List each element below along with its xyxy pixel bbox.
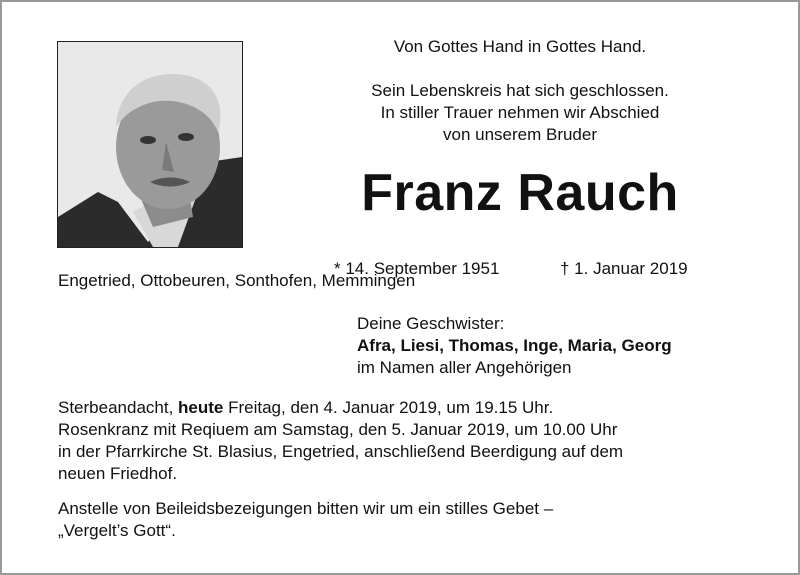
family-names: Afra, Liesi, Thomas, Inge, Maria, Georg — [357, 336, 672, 355]
family-heading: Deine Geschwister: — [357, 314, 505, 333]
portrait-image — [58, 42, 242, 247]
closing-line: Anstelle von Beileidsbezeigungen bitten wir um ein stilles Gebet – — [58, 499, 554, 518]
family-block — [357, 313, 672, 379]
intro-line: Sein Lebenskreis hat sich geschlossen. — [371, 81, 669, 100]
service-text: Sterbeandacht, — [58, 398, 179, 417]
death-date: † 1. Januar 2019 — [560, 259, 688, 278]
intro-line: von unserem Bruder — [442, 125, 598, 144]
service-line: Rosenkranz mit Reqiuem am Samstag, den 5. Januar 2019, um 10.00 Uhr — [58, 420, 618, 439]
service-info — [58, 397, 758, 485]
intro-text — [320, 80, 720, 146]
service-emphasis: heute — [178, 398, 224, 417]
places: Engetried, Ottobeuren, Sonthofen, Memmingen — [58, 271, 416, 290]
deceased-name: Franz Rauch — [361, 164, 679, 222]
closing-line: „Vergelt’s Gott“. — [58, 521, 176, 540]
motto: Von Gottes Hand in Gottes Hand. — [393, 37, 647, 56]
service-line: in der Pfarrkirche St. Blasius, Engetried, anschließend Beerdigung auf dem — [58, 442, 624, 461]
intro-line: In stiller Trauer nehmen wir Abschied — [380, 103, 660, 122]
service-text: Freitag, den 4. Januar 2019, um 19.15 Uhr. — [223, 398, 554, 417]
closing-text — [58, 498, 758, 542]
service-line: neuen Friedhof. — [58, 464, 178, 483]
birth-date: * 14. September 1951 — [334, 259, 500, 278]
portrait-photo — [57, 41, 243, 248]
service-line — [58, 397, 758, 419]
family-footer: im Namen aller Angehörigen — [357, 358, 572, 377]
